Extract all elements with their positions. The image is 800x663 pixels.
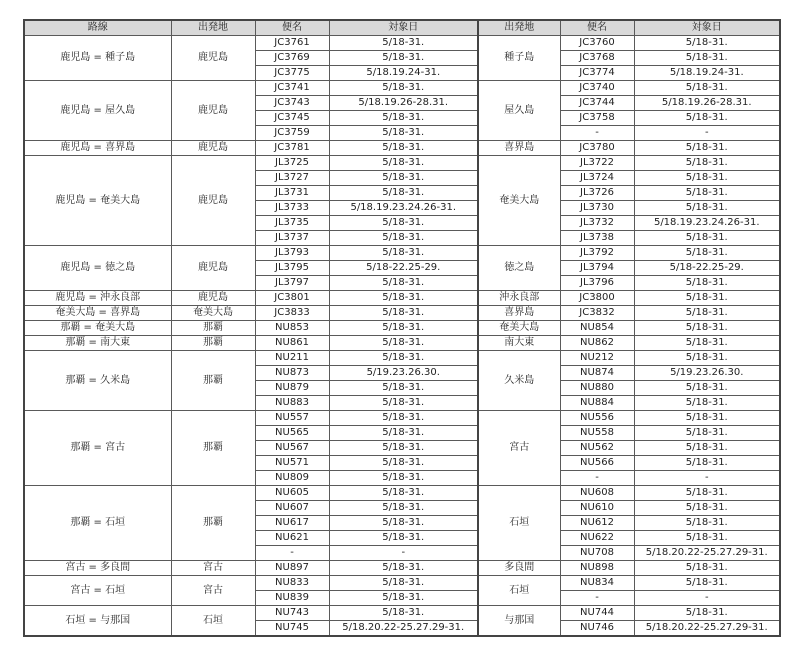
return-flight-number-cell: JL3794 <box>560 261 634 276</box>
flight-number-cell: JL3795 <box>255 261 329 276</box>
return-origin-cell: 奄美大島 <box>478 321 560 336</box>
return-flight-number-cell: NU834 <box>560 576 634 591</box>
table-row <box>24 576 780 591</box>
flight-number-cell: JC3769 <box>255 51 329 66</box>
target-dates-cell: 5/18-31. <box>329 246 478 261</box>
return-target-dates-cell: 5/18.20.22-25.27.29-31. <box>634 546 780 561</box>
return-target-dates-cell: 5/18.20.22-25.27.29-31. <box>634 621 780 637</box>
flight-number-cell: NU621 <box>255 531 329 546</box>
return-flight-number-cell: NU862 <box>560 336 634 351</box>
flight-number-cell: NU557 <box>255 411 329 426</box>
return-target-dates-cell: 5/18-31. <box>634 426 780 441</box>
return-origin-cell: 奄美大島 <box>478 156 560 246</box>
origin-cell: 那覇 <box>171 351 255 411</box>
origin-cell: 鹿児島 <box>171 141 255 156</box>
route-cell: 鹿児島 = 徳之島 <box>24 246 171 291</box>
table-row <box>24 411 780 426</box>
return-target-dates-cell: 5/18-31. <box>634 141 780 156</box>
return-target-dates-cell: 5/18-31. <box>634 606 780 621</box>
return-flight-number-cell: JC3768 <box>560 51 634 66</box>
return-target-dates-cell: 5/18-22.25-29. <box>634 261 780 276</box>
target-dates-cell: 5/18-31. <box>329 411 478 426</box>
return-flight-number-cell: JL3738 <box>560 231 634 246</box>
target-dates-cell: 5/18-31. <box>329 51 478 66</box>
flight-number-cell: JC3759 <box>255 126 329 141</box>
target-dates-cell: 5/18-31. <box>329 321 478 336</box>
target-dates-cell: 5/18.19.24-31. <box>329 66 478 81</box>
route-cell: 奄美大島 = 喜界島 <box>24 306 171 321</box>
route-cell: 鹿児島 = 喜界島 <box>24 141 171 156</box>
target-dates-cell: 5/18-31. <box>329 186 478 201</box>
return-flight-number-cell: NU854 <box>560 321 634 336</box>
flight-number-cell: JC3801 <box>255 291 329 306</box>
flight-number-cell: JL3735 <box>255 216 329 231</box>
flight-number-cell: JC3761 <box>255 36 329 51</box>
return-target-dates-cell: 5/18-31. <box>634 201 780 216</box>
header-return-dates: 対象日 <box>634 20 780 36</box>
origin-cell: 鹿児島 <box>171 36 255 81</box>
flight-number-cell: JC3743 <box>255 96 329 111</box>
return-origin-cell: 徳之島 <box>478 246 560 291</box>
target-dates-cell: 5/18-31. <box>329 291 478 306</box>
flight-number-cell: NU607 <box>255 501 329 516</box>
target-dates-cell: 5/18-31. <box>329 141 478 156</box>
return-flight-number-cell: - <box>560 471 634 486</box>
header-origin: 出発地 <box>171 20 255 36</box>
target-dates-cell: 5/18-31. <box>329 531 478 546</box>
target-dates-cell: 5/18-31. <box>329 231 478 246</box>
target-dates-cell: 5/18-31. <box>329 516 478 531</box>
return-flight-number-cell: NU746 <box>560 621 634 637</box>
flight-number-cell: NU565 <box>255 426 329 441</box>
origin-cell: 鹿児島 <box>171 291 255 306</box>
target-dates-cell: 5/18-31. <box>329 216 478 231</box>
flight-number-cell: JL3793 <box>255 246 329 261</box>
return-target-dates-cell: 5/18-31. <box>634 336 780 351</box>
flight-number-cell: JL3727 <box>255 171 329 186</box>
flight-number-cell: NU883 <box>255 396 329 411</box>
return-flight-number-cell: NU744 <box>560 606 634 621</box>
origin-cell: 那覇 <box>171 321 255 336</box>
return-target-dates-cell: - <box>634 591 780 606</box>
header-return-origin: 出発地 <box>478 20 560 36</box>
return-flight-number-cell: JL3730 <box>560 201 634 216</box>
return-target-dates-cell: 5/18.19.26-28.31. <box>634 96 780 111</box>
return-origin-cell: 沖永良部 <box>478 291 560 306</box>
target-dates-cell: 5/18-31. <box>329 396 478 411</box>
return-origin-cell: 与那国 <box>478 606 560 637</box>
return-flight-number-cell: JC3780 <box>560 141 634 156</box>
target-dates-cell: 5/18-31. <box>329 441 478 456</box>
flight-number-cell: JL3733 <box>255 201 329 216</box>
flight-number-cell: NU873 <box>255 366 329 381</box>
flight-number-cell: NU879 <box>255 381 329 396</box>
table-row <box>24 36 780 51</box>
flight-number-cell: JC3833 <box>255 306 329 321</box>
target-dates-cell: 5/18-31. <box>329 156 478 171</box>
return-flight-number-cell: JC3832 <box>560 306 634 321</box>
flight-number-cell: NU853 <box>255 321 329 336</box>
flight-number-cell: NU897 <box>255 561 329 576</box>
return-origin-cell: 石垣 <box>478 486 560 561</box>
return-flight-number-cell: NU874 <box>560 366 634 381</box>
return-flight-number-cell: JL3722 <box>560 156 634 171</box>
target-dates-cell: 5/18-22.25-29. <box>329 261 478 276</box>
flight-number-cell: NU617 <box>255 516 329 531</box>
flight-number-cell: JL3731 <box>255 186 329 201</box>
return-flight-number-cell: NU610 <box>560 501 634 516</box>
return-origin-cell: 久米島 <box>478 351 560 411</box>
table-row <box>24 141 780 156</box>
origin-cell: 宮古 <box>171 561 255 576</box>
target-dates-cell: - <box>329 546 478 561</box>
header-row <box>24 20 780 36</box>
origin-cell: 石垣 <box>171 606 255 637</box>
target-dates-cell: 5/18-31. <box>329 36 478 51</box>
target-dates-cell: 5/19.23.26.30. <box>329 366 478 381</box>
table-body <box>24 36 780 637</box>
target-dates-cell: 5/18-31. <box>329 606 478 621</box>
return-flight-number-cell: JC3744 <box>560 96 634 111</box>
return-flight-number-cell: NU562 <box>560 441 634 456</box>
return-flight-number-cell: JC3800 <box>560 291 634 306</box>
return-flight-number-cell: NU884 <box>560 396 634 411</box>
route-cell: 鹿児島 = 屋久島 <box>24 81 171 141</box>
return-target-dates-cell: 5/18-31. <box>634 486 780 501</box>
return-flight-number-cell: NU556 <box>560 411 634 426</box>
route-cell: 鹿児島 = 種子島 <box>24 36 171 81</box>
return-target-dates-cell: 5/18-31. <box>634 576 780 591</box>
flight-number-cell: NU605 <box>255 486 329 501</box>
return-flight-number-cell: JC3774 <box>560 66 634 81</box>
return-target-dates-cell: 5/18-31. <box>634 171 780 186</box>
flight-number-cell: JL3797 <box>255 276 329 291</box>
return-target-dates-cell: 5/18.19.23.24.26-31. <box>634 216 780 231</box>
return-flight-number-cell: NU612 <box>560 516 634 531</box>
return-flight-number-cell: NU558 <box>560 426 634 441</box>
table-row <box>24 156 780 171</box>
flight-number-cell: - <box>255 546 329 561</box>
flight-schedule-table <box>23 19 781 637</box>
route-cell: 鹿児島 = 奄美大島 <box>24 156 171 246</box>
return-flight-number-cell: NU898 <box>560 561 634 576</box>
flight-number-cell: NU567 <box>255 441 329 456</box>
return-flight-number-cell: NU212 <box>560 351 634 366</box>
table-row <box>24 336 780 351</box>
return-target-dates-cell: 5/18-31. <box>634 231 780 246</box>
flight-number-cell: JC3775 <box>255 66 329 81</box>
table-row <box>24 561 780 576</box>
target-dates-cell: 5/18-31. <box>329 486 478 501</box>
target-dates-cell: 5/18-31. <box>329 381 478 396</box>
return-flight-number-cell: JC3758 <box>560 111 634 126</box>
table-row <box>24 486 780 501</box>
origin-cell: 宮古 <box>171 576 255 606</box>
table-row <box>24 246 780 261</box>
return-flight-number-cell: JL3792 <box>560 246 634 261</box>
return-origin-cell: 種子島 <box>478 36 560 81</box>
return-target-dates-cell: 5/18-31. <box>634 306 780 321</box>
route-cell: 那覇 = 南大東 <box>24 336 171 351</box>
flight-number-cell: JC3741 <box>255 81 329 96</box>
return-target-dates-cell: 5/18-31. <box>634 51 780 66</box>
return-flight-number-cell: JL3732 <box>560 216 634 231</box>
flight-number-cell: NU571 <box>255 456 329 471</box>
return-flight-number-cell: JL3724 <box>560 171 634 186</box>
return-origin-cell: 喜界島 <box>478 306 560 321</box>
return-target-dates-cell: - <box>634 471 780 486</box>
target-dates-cell: 5/18.19.26-28.31. <box>329 96 478 111</box>
return-flight-number-cell: JC3760 <box>560 36 634 51</box>
target-dates-cell: 5/18-31. <box>329 471 478 486</box>
origin-cell: 奄美大島 <box>171 306 255 321</box>
return-target-dates-cell: 5/18-31. <box>634 351 780 366</box>
return-target-dates-cell: 5/18-31. <box>634 396 780 411</box>
route-cell: 那覇 = 石垣 <box>24 486 171 561</box>
return-flight-number-cell: NU608 <box>560 486 634 501</box>
origin-cell: 那覇 <box>171 336 255 351</box>
flight-number-cell: JL3725 <box>255 156 329 171</box>
route-cell: 石垣 = 与那国 <box>24 606 171 637</box>
return-target-dates-cell: 5/18-31. <box>634 81 780 96</box>
table-row <box>24 351 780 366</box>
target-dates-cell: 5/18-31. <box>329 591 478 606</box>
return-target-dates-cell: 5/18-31. <box>634 246 780 261</box>
flight-number-cell: NU861 <box>255 336 329 351</box>
return-target-dates-cell: 5/18-31. <box>634 561 780 576</box>
header-dates: 対象日 <box>329 20 478 36</box>
route-cell: 那覇 = 宮古 <box>24 411 171 486</box>
target-dates-cell: 5/18.19.23.24.26-31. <box>329 201 478 216</box>
target-dates-cell: 5/18-31. <box>329 426 478 441</box>
table-row <box>24 291 780 306</box>
target-dates-cell: 5/18-31. <box>329 561 478 576</box>
table-row <box>24 321 780 336</box>
origin-cell: 鹿児島 <box>171 246 255 291</box>
origin-cell: 鹿児島 <box>171 81 255 141</box>
origin-cell: 那覇 <box>171 411 255 486</box>
route-cell: 那覇 = 奄美大島 <box>24 321 171 336</box>
target-dates-cell: 5/18-31. <box>329 276 478 291</box>
target-dates-cell: 5/18-31. <box>329 576 478 591</box>
return-origin-cell: 石垣 <box>478 576 560 606</box>
header-route: 路線 <box>24 20 171 36</box>
return-target-dates-cell: 5/18-31. <box>634 156 780 171</box>
route-cell: 那覇 = 久米島 <box>24 351 171 411</box>
target-dates-cell: 5/18.20.22-25.27.29-31. <box>329 621 478 637</box>
return-origin-cell: 南大東 <box>478 336 560 351</box>
return-flight-number-cell: NU622 <box>560 531 634 546</box>
flight-number-cell: JL3737 <box>255 231 329 246</box>
return-target-dates-cell: 5/18.19.24-31. <box>634 66 780 81</box>
return-origin-cell: 多良間 <box>478 561 560 576</box>
return-target-dates-cell: 5/18-31. <box>634 456 780 471</box>
return-target-dates-cell: - <box>634 126 780 141</box>
return-target-dates-cell: 5/18-31. <box>634 501 780 516</box>
return-target-dates-cell: 5/18-31. <box>634 276 780 291</box>
target-dates-cell: 5/18-31. <box>329 501 478 516</box>
return-target-dates-cell: 5/18-31. <box>634 321 780 336</box>
table-row <box>24 81 780 96</box>
return-target-dates-cell: 5/18-31. <box>634 36 780 51</box>
return-target-dates-cell: 5/18-31. <box>634 291 780 306</box>
origin-cell: 那覇 <box>171 486 255 561</box>
route-cell: 宮古 = 石垣 <box>24 576 171 606</box>
return-flight-number-cell: NU880 <box>560 381 634 396</box>
target-dates-cell: 5/18-31. <box>329 171 478 186</box>
return-flight-number-cell: NU708 <box>560 546 634 561</box>
table-row <box>24 306 780 321</box>
origin-cell: 鹿児島 <box>171 156 255 246</box>
return-target-dates-cell: 5/18-31. <box>634 516 780 531</box>
flight-number-cell: NU839 <box>255 591 329 606</box>
flight-number-cell: NU743 <box>255 606 329 621</box>
flight-number-cell: NU809 <box>255 471 329 486</box>
return-origin-cell: 屋久島 <box>478 81 560 141</box>
flight-number-cell: JC3781 <box>255 141 329 156</box>
target-dates-cell: 5/18-31. <box>329 111 478 126</box>
target-dates-cell: 5/18-31. <box>329 336 478 351</box>
return-target-dates-cell: 5/18-31. <box>634 186 780 201</box>
flight-number-cell: NU833 <box>255 576 329 591</box>
target-dates-cell: 5/18-31. <box>329 126 478 141</box>
return-target-dates-cell: 5/18-31. <box>634 411 780 426</box>
return-flight-number-cell: JL3726 <box>560 186 634 201</box>
flight-number-cell: NU745 <box>255 621 329 637</box>
return-flight-number-cell: - <box>560 591 634 606</box>
flight-number-cell: NU211 <box>255 351 329 366</box>
return-flight-number-cell: JC3740 <box>560 81 634 96</box>
target-dates-cell: 5/18-31. <box>329 456 478 471</box>
return-origin-cell: 宮古 <box>478 411 560 486</box>
table-row <box>24 606 780 621</box>
return-flight-number-cell: - <box>560 126 634 141</box>
return-target-dates-cell: 5/18-31. <box>634 531 780 546</box>
return-target-dates-cell: 5/19.23.26.30. <box>634 366 780 381</box>
header-return-flight: 便名 <box>560 20 634 36</box>
return-flight-number-cell: NU566 <box>560 456 634 471</box>
target-dates-cell: 5/18-31. <box>329 351 478 366</box>
return-target-dates-cell: 5/18-31. <box>634 111 780 126</box>
header-flight: 便名 <box>255 20 329 36</box>
return-flight-number-cell: JL3796 <box>560 276 634 291</box>
return-target-dates-cell: 5/18-31. <box>634 381 780 396</box>
route-cell: 宮古 = 多良間 <box>24 561 171 576</box>
target-dates-cell: 5/18-31. <box>329 81 478 96</box>
flight-number-cell: JC3745 <box>255 111 329 126</box>
return-origin-cell: 喜界島 <box>478 141 560 156</box>
return-target-dates-cell: 5/18-31. <box>634 441 780 456</box>
route-cell: 鹿児島 = 沖永良部 <box>24 291 171 306</box>
target-dates-cell: 5/18-31. <box>329 306 478 321</box>
